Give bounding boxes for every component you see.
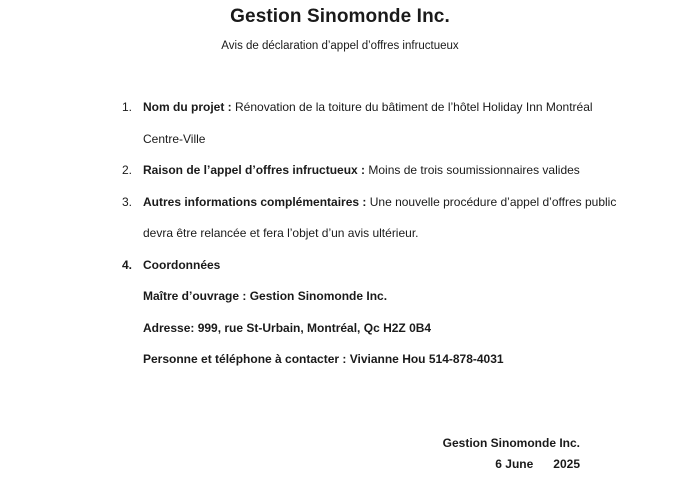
list-number: 2. (122, 163, 133, 177)
project-label: Nom du projet : (143, 100, 232, 114)
footer-date-year: 2025 (553, 457, 580, 471)
reason-label: Raison de l’appel d’offres infructueux : (143, 163, 366, 177)
list-item-body (143, 250, 622, 376)
contact-person-phone: Personne et téléphone à contacter : Vivianne Hou 514-878-4031 (143, 352, 504, 366)
list-number: 3. (122, 194, 133, 209)
footer-date (443, 454, 580, 475)
list-number: 4. (122, 257, 133, 272)
reason-value: Moins de trois soumissionnaires valides (365, 163, 580, 177)
list-item-reason (122, 155, 622, 187)
list-item-body (143, 92, 622, 155)
list-item-project (122, 92, 622, 155)
contact-address: Adresse: 999, rue St-Urbain, Montréal, Qc H2Z 0B4 (143, 320, 432, 335)
contact-heading: Coordonnées (143, 257, 221, 272)
other-info-label: Autres informations complémentaires : (143, 194, 367, 209)
company-title: Gestion Sinomonde Inc. (230, 6, 450, 27)
list-item-body (143, 155, 622, 187)
project-value: Rénovation de la toiture du bâtiment de l’hôtel Holiday Inn Montréal Centre-Ville (143, 100, 593, 146)
footer-company: Gestion Sinomonde Inc. (442, 436, 580, 450)
contact-owner: Maître d’ouvrage : Gestion Sinomonde Inc. (143, 289, 388, 303)
other-info-value: Une nouvelle procédure d’appel d’offres public devra être relancée et fera l’objet d’un avis ultérieur. (143, 194, 617, 240)
list-item-other-info (122, 187, 622, 250)
notice-list (122, 92, 622, 376)
list-item-body (143, 187, 622, 250)
footer-date-day-month: 6 June (495, 457, 534, 471)
signature-block (443, 433, 580, 475)
list-item-contact (122, 250, 622, 376)
list-number: 1. (122, 100, 133, 114)
notice-subtitle: Avis de déclaration d’appel d’offres infructueux (221, 40, 459, 52)
